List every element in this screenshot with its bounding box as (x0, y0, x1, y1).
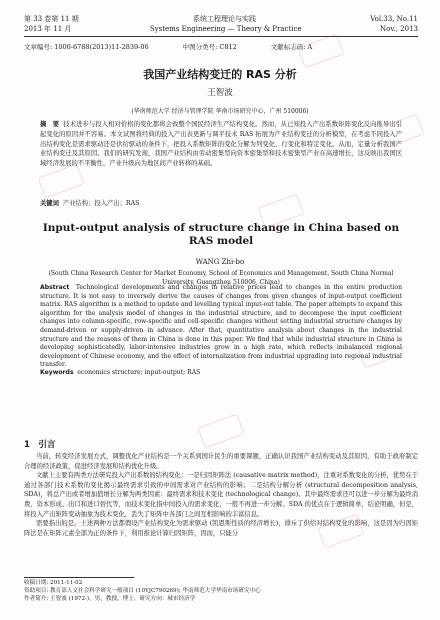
footnote (24, 579, 418, 603)
fund-info: 资助项目: 教育部人文社会科学研究一般项目 (10YJC790269); 华南师范大学华南市场研究中心 (24, 588, 261, 594)
footnote-rule (24, 577, 134, 578)
paragraph: 文献上主要有两类方法研究投入产出系数的结构变化：一是归因矩阵法 (causative matrix method)，注重对系数变化的分析，优势在于通过各部门技术系数的变化揭示最终需求引致的中间需求对产业结构的影响；二是结构分解分析 (structural decomposition analysis, SDA)，将总产出或者增加值增长分解为两类因素：最终需求和技术变化 (technological change)。其中最终需求还可以进一步分解为最终消费、资本形成、出口和进口替代等，而技术变化指中间投入的需求变化，一般不再进一步分解。SDA 的优点在于逻辑简单，结论明确，但是，将投入产出矩阵变动抽象为技术变化，丢失了矩阵中各部门之间互相影响的丰富信息。 (24, 472, 418, 518)
abstract-label-cn: 摘 要 (40, 121, 60, 128)
watermark-stamp (198, 413, 245, 448)
title-chinese: 我国产业结构变迁的 RAS 分析 (143, 68, 297, 81)
author-info: 作者简介: 王智波 (1972-)，男，教授，博士，研究方向：城市经济学 (24, 596, 196, 602)
author-english: WANG Zhi-bo (195, 258, 245, 266)
abstract-text-cn: 技术进步与投入相对价格的变化都将会致整个国民经济生产结构变化。然而，从已知投入产出系数矩阵变化反向推导出引起变化的原因并不容易。本文试图将经典的投入产出表更新与调平技术 RAS 拓展为产业结构变迁的分析模型，在考虑不同投入产出结构变化是需求驱动还是供给驱动的条件下，把投入系数矩阵的变化分解为列变化、行变化和特定变化。从而，定量分析我国产业结构变迁及其原因。我们的研究发现，我国产业结构由劳动密集型向资本密集型和技术密集型产业在高速增长，这反映出我国区域经济发展的不平衡性，产业升级向为地区间产业转移的基础。 (40, 121, 403, 168)
keywords-label-en: Keywords (40, 369, 74, 376)
paragraph: 当前，转变经济发展方式，调整优化产业结构是一个关系到国计民生的重要课题，正确认识我国产业结构变动及其原因，有助于政府制定合理的经济政策，促进经济发展和结构优化升级。 (24, 453, 418, 470)
article-id: 文章编号: 1000-6788(2013)11-2839-06 (24, 43, 149, 51)
keywords-label-cn: 关键词 (40, 200, 59, 207)
section-heading: 1 引言 (24, 440, 56, 450)
clc-number: 中图分类号: C812 (182, 43, 237, 51)
issue-date: 2013 年 11 月 (24, 25, 72, 33)
author-chinese: 王智波 (207, 88, 233, 98)
header-rule (24, 36, 418, 37)
article-meta (24, 42, 418, 51)
abstract-chinese (40, 120, 402, 169)
running-header (24, 14, 418, 34)
journal-name-en: Systems Engineering — Theory & Practice (149, 25, 302, 33)
doc-code: 文献标志码: A (270, 43, 313, 51)
affiliation-english: (South China Research Center for Market Economy, School of Economics and Management, South China Normal University, Guangzhou 510006, China) (48, 270, 394, 286)
volume-issue-en: Vol.33, No.11 (370, 15, 418, 23)
keywords-english (40, 369, 402, 376)
issue-date-en: Nov., 2013 (380, 25, 418, 33)
volume-issue: 第 33 卷第 11 期 (24, 15, 79, 23)
watermark-stamp (298, 33, 345, 68)
keywords-chinese (40, 198, 402, 207)
keywords-text-cn: 产业结构；投入产出；RAS (62, 200, 140, 207)
abstract-label-en: Abstract (40, 284, 70, 291)
affiliation-chinese: (华南师范大学 经济与管理学院 华南市场研究中心，广州 510006) (131, 108, 309, 115)
abstract-text-en: Technological developments and changes in relative prices lead to changes in the entire production structure. It is not easy to inversely derive the causes of changes from given changes of input-output coefficient matrix. RAS algorithm is a method to update and levelling typical input-out table. The paper attempts to expand this algorithm for the analysis model of changes in the industrial structure, and to decompose the input coefficient changes into column-specific, row-specific and cell-specific changes without setting industrial structure changes by demand-driven or supply-driven in advance. After that, quantitative analysis about changes in the industrial structure and the reasons of them in China is done in this paper. We find that while industrial structure in China is developing sophisticatedly, labor-intensive industries grow in a high rate, which reflects imbalanced regional development of Chinese economy, and the effect of internalization from industrial upgrading into regional industrial transfer. (40, 284, 403, 369)
keywords-text-en: economics structure; input-output; RAS (77, 369, 201, 376)
title-english: Input-output analysis of structure change in China based on RAS model (42, 222, 400, 247)
paragraph: 需要指出的是，上述两种方法都假设产业结构变化为需求驱动 (凯恩斯性质的经济增长)，排斥了供给对结构变化的影响，这是因为归因矩阵法是在矩阵元素全部为正的条件下，利用推论计算归因矩阵，因而，只能分 (24, 520, 418, 537)
journal-name-cn: 系统工程理论与实践 (192, 15, 256, 23)
received-date: 收稿日期: 2011-11-02 (24, 580, 83, 586)
abstract-english (40, 284, 402, 370)
